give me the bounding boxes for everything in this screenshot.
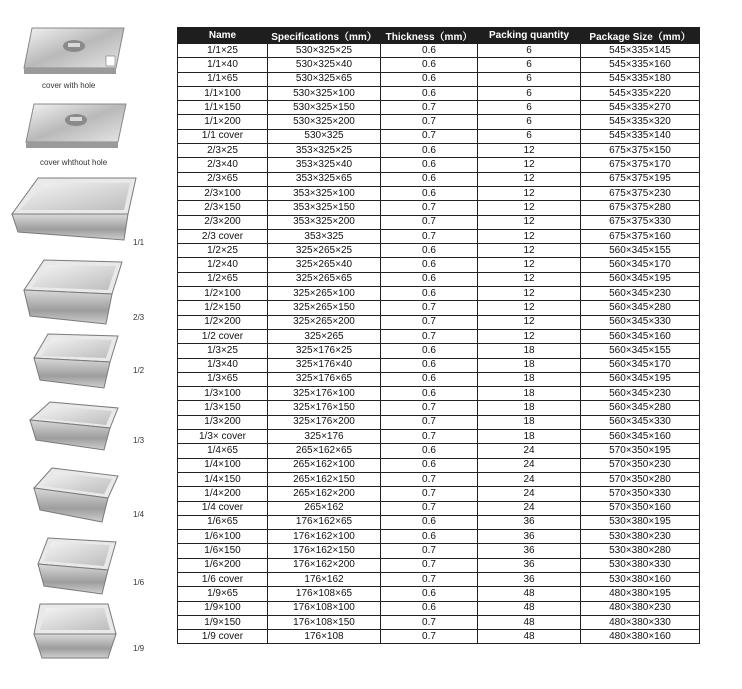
table-row (178, 287, 700, 301)
cell-packing-quantity: 6 (478, 72, 581, 86)
cell-packing-quantity: 36 (478, 558, 581, 572)
cell-package-size: 545×335×270 (581, 101, 700, 115)
cell-specifications: 325×176×200 (268, 415, 381, 429)
caption-cover-without-hole: cover whthout hole (40, 158, 108, 167)
size-label-1-2: 1/2 (133, 366, 145, 375)
header-thickness: Thickness（mm） (381, 28, 478, 44)
table-row (178, 630, 700, 644)
cell-thickness: 0.6 (381, 244, 478, 258)
header-packing-quantity: Packing quantity (478, 28, 581, 44)
table-row (178, 115, 700, 129)
table-row (178, 572, 700, 586)
cell-specifications: 176×108×150 (268, 615, 381, 629)
cell-packing-quantity: 12 (478, 215, 581, 229)
cell-specifications: 353×325×25 (268, 144, 381, 158)
cell-package-size: 545×335×180 (581, 72, 700, 86)
cell-packing-quantity: 18 (478, 415, 581, 429)
cell-package-size: 480×380×160 (581, 630, 700, 644)
table-row (178, 415, 700, 429)
cell-name: 2/3×150 (178, 201, 268, 215)
table-row (178, 372, 700, 386)
table-row (178, 344, 700, 358)
cell-name: 1/2×200 (178, 315, 268, 329)
size-label-1-9: 1/9 (133, 644, 145, 653)
pan-1-1-image (8, 174, 140, 248)
cell-specifications: 325×265×25 (268, 244, 381, 258)
cell-package-size: 545×335×160 (581, 58, 700, 72)
cell-thickness: 0.7 (381, 215, 478, 229)
cell-packing-quantity: 6 (478, 115, 581, 129)
cell-thickness: 0.7 (381, 115, 478, 129)
cell-thickness: 0.7 (381, 415, 478, 429)
cell-specifications: 265×162×150 (268, 472, 381, 486)
cell-package-size: 545×335×320 (581, 115, 700, 129)
cell-thickness: 0.6 (381, 44, 478, 58)
cover-with-hole-image (20, 22, 130, 80)
cell-specifications: 176×108×100 (268, 601, 381, 615)
cell-package-size: 570×350×330 (581, 487, 700, 501)
cell-thickness: 0.6 (381, 601, 478, 615)
table-row (178, 158, 700, 172)
cell-package-size: 480×380×230 (581, 601, 700, 615)
cell-package-size: 560×345×195 (581, 272, 700, 286)
cell-packing-quantity: 18 (478, 344, 581, 358)
cell-thickness: 0.7 (381, 487, 478, 501)
cell-specifications: 353×325×65 (268, 172, 381, 186)
cell-specifications: 353×325×150 (268, 201, 381, 215)
cell-packing-quantity: 12 (478, 172, 581, 186)
table-row (178, 430, 700, 444)
cell-specifications: 325×265×40 (268, 258, 381, 272)
cell-name: 1/6×150 (178, 544, 268, 558)
table-row (178, 558, 700, 572)
pan-1-6-image (34, 534, 120, 598)
table-row (178, 358, 700, 372)
cell-thickness: 0.7 (381, 101, 478, 115)
table-row (178, 544, 700, 558)
cell-name: 1/2×40 (178, 258, 268, 272)
cell-name: 1/4 cover (178, 501, 268, 515)
cell-specifications: 325×176×25 (268, 344, 381, 358)
table-header-row (178, 28, 700, 44)
cell-packing-quantity: 18 (478, 401, 581, 415)
cell-package-size: 530×380×280 (581, 544, 700, 558)
pan-1-2-image (30, 330, 122, 392)
table-row (178, 86, 700, 100)
cell-packing-quantity: 36 (478, 530, 581, 544)
table-row (178, 601, 700, 615)
cell-specifications: 530×325×40 (268, 58, 381, 72)
cell-thickness: 0.6 (381, 530, 478, 544)
cell-specifications: 176×162×200 (268, 558, 381, 572)
cell-package-size: 560×345×155 (581, 244, 700, 258)
cell-package-size: 675×375×170 (581, 158, 700, 172)
table-row (178, 329, 700, 343)
cell-package-size: 570×350×230 (581, 458, 700, 472)
cell-name: 1/1 cover (178, 129, 268, 143)
cell-packing-quantity: 12 (478, 186, 581, 200)
cell-name: 1/3×150 (178, 401, 268, 415)
cell-package-size: 675×375×330 (581, 215, 700, 229)
cell-package-size: 480×380×330 (581, 615, 700, 629)
cell-packing-quantity: 18 (478, 387, 581, 401)
cell-package-size: 560×345×170 (581, 358, 700, 372)
cell-package-size: 570×350×195 (581, 444, 700, 458)
cell-name: 1/2 cover (178, 329, 268, 343)
header-name: Name (178, 28, 268, 44)
caption-cover-with-hole: cover with hole (42, 81, 96, 90)
cell-packing-quantity: 48 (478, 587, 581, 601)
cell-name: 1/1×65 (178, 72, 268, 86)
cell-packing-quantity: 24 (478, 472, 581, 486)
cell-package-size: 530×380×160 (581, 572, 700, 586)
cell-name: 1/6×65 (178, 515, 268, 529)
cell-name: 1/1×150 (178, 101, 268, 115)
cell-specifications: 353×325×100 (268, 186, 381, 200)
cell-thickness: 0.6 (381, 444, 478, 458)
table-row (178, 487, 700, 501)
pan-1-4-image (30, 464, 122, 526)
cell-name: 1/6×100 (178, 530, 268, 544)
cell-thickness: 0.7 (381, 201, 478, 215)
cell-specifications: 176×108 (268, 630, 381, 644)
table-row (178, 72, 700, 86)
pan-1-9-image (30, 600, 120, 662)
cell-specifications: 530×325×150 (268, 101, 381, 115)
table-row (178, 201, 700, 215)
cell-specifications: 530×325×100 (268, 86, 381, 100)
cell-name: 1/6 cover (178, 572, 268, 586)
table-row (178, 258, 700, 272)
cell-name: 2/3×200 (178, 215, 268, 229)
cell-name: 2/3×25 (178, 144, 268, 158)
cell-specifications: 353×325×40 (268, 158, 381, 172)
table-row (178, 144, 700, 158)
cell-name: 2/3 cover (178, 229, 268, 243)
cell-packing-quantity: 12 (478, 158, 581, 172)
cell-name: 1/9×65 (178, 587, 268, 601)
cell-package-size: 675×375×195 (581, 172, 700, 186)
cell-package-size: 675×375×160 (581, 229, 700, 243)
cell-packing-quantity: 6 (478, 129, 581, 143)
table-row (178, 401, 700, 415)
cell-specifications: 325×176 (268, 430, 381, 444)
cell-thickness: 0.6 (381, 344, 478, 358)
cell-packing-quantity: 12 (478, 287, 581, 301)
cell-packing-quantity: 12 (478, 244, 581, 258)
cell-thickness: 0.6 (381, 387, 478, 401)
cell-specifications: 325×265×150 (268, 301, 381, 315)
cell-package-size: 675×375×230 (581, 186, 700, 200)
cell-name: 1/6×200 (178, 558, 268, 572)
cell-name: 1/9×150 (178, 615, 268, 629)
cell-package-size: 570×350×160 (581, 501, 700, 515)
cell-specifications: 325×176×150 (268, 401, 381, 415)
cell-name: 1/4×65 (178, 444, 268, 458)
table-row (178, 301, 700, 315)
table-row (178, 215, 700, 229)
cell-packing-quantity: 12 (478, 301, 581, 315)
cell-specifications: 325×265×200 (268, 315, 381, 329)
cell-thickness: 0.7 (381, 315, 478, 329)
cell-package-size: 560×345×160 (581, 430, 700, 444)
cell-specifications: 325×265×65 (268, 272, 381, 286)
cell-package-size: 545×335×220 (581, 86, 700, 100)
cell-specifications: 325×176×65 (268, 372, 381, 386)
cell-package-size: 545×335×140 (581, 129, 700, 143)
cell-name: 2/3×40 (178, 158, 268, 172)
cell-thickness: 0.6 (381, 158, 478, 172)
cell-name: 1/2×100 (178, 287, 268, 301)
cell-specifications: 176×162×150 (268, 544, 381, 558)
cell-specifications: 530×325 (268, 129, 381, 143)
cell-name: 2/3×100 (178, 186, 268, 200)
cell-name: 2/3×65 (178, 172, 268, 186)
cell-thickness: 0.7 (381, 129, 478, 143)
cell-specifications: 325×176×40 (268, 358, 381, 372)
size-label-1-3: 1/3 (133, 436, 145, 445)
cell-name: 1/1×200 (178, 115, 268, 129)
table-row (178, 387, 700, 401)
cell-specifications: 353×325 (268, 229, 381, 243)
cell-packing-quantity: 48 (478, 615, 581, 629)
pan-2-3-image (20, 256, 126, 328)
cell-packing-quantity: 6 (478, 86, 581, 100)
cell-thickness: 0.6 (381, 372, 478, 386)
cell-name: 1/1×25 (178, 44, 268, 58)
cell-thickness: 0.7 (381, 558, 478, 572)
cell-name: 1/9 cover (178, 630, 268, 644)
cell-package-size: 560×345×280 (581, 401, 700, 415)
cell-package-size: 560×345×330 (581, 415, 700, 429)
cell-name: 1/3×25 (178, 344, 268, 358)
cell-package-size: 675×375×280 (581, 201, 700, 215)
cell-name: 1/2×65 (178, 272, 268, 286)
cell-thickness: 0.6 (381, 358, 478, 372)
cell-name: 1/4×200 (178, 487, 268, 501)
cell-name: 1/4×100 (178, 458, 268, 472)
cell-package-size: 560×345×230 (581, 387, 700, 401)
cell-package-size: 545×335×145 (581, 44, 700, 58)
cell-package-size: 480×380×195 (581, 587, 700, 601)
cell-packing-quantity: 36 (478, 572, 581, 586)
cell-thickness: 0.6 (381, 72, 478, 86)
cell-name: 1/3× cover (178, 430, 268, 444)
cell-specifications: 325×265×100 (268, 287, 381, 301)
cell-specifications: 530×325×25 (268, 44, 381, 58)
cell-packing-quantity: 18 (478, 372, 581, 386)
cell-package-size: 560×345×330 (581, 315, 700, 329)
table-row (178, 587, 700, 601)
cell-specifications: 176×162 (268, 572, 381, 586)
table-row (178, 186, 700, 200)
cell-name: 1/2×25 (178, 244, 268, 258)
cell-packing-quantity: 24 (478, 458, 581, 472)
cell-thickness: 0.6 (381, 258, 478, 272)
table-row (178, 315, 700, 329)
size-label-1-1: 1/1 (133, 238, 145, 247)
cell-thickness: 0.7 (381, 301, 478, 315)
table-row (178, 458, 700, 472)
cell-package-size: 560×345×155 (581, 344, 700, 358)
specification-table (177, 27, 700, 644)
table-row (178, 58, 700, 72)
cell-package-size: 570×350×280 (581, 472, 700, 486)
cell-thickness: 0.6 (381, 186, 478, 200)
cell-thickness: 0.6 (381, 172, 478, 186)
table-row (178, 172, 700, 186)
header-specifications: Specifications（mm） (268, 28, 381, 44)
cell-name: 1/1×100 (178, 86, 268, 100)
header-package-size: Package Size（mm） (581, 28, 700, 44)
cell-packing-quantity: 12 (478, 201, 581, 215)
cell-packing-quantity: 12 (478, 229, 581, 243)
cell-packing-quantity: 36 (478, 544, 581, 558)
table-row (178, 615, 700, 629)
cell-package-size: 560×345×280 (581, 301, 700, 315)
cell-thickness: 0.6 (381, 287, 478, 301)
cell-thickness: 0.7 (381, 615, 478, 629)
cell-specifications: 176×162×65 (268, 515, 381, 529)
cell-thickness: 0.7 (381, 329, 478, 343)
table-row (178, 101, 700, 115)
cell-specifications: 176×162×100 (268, 530, 381, 544)
cell-packing-quantity: 18 (478, 430, 581, 444)
cell-packing-quantity: 36 (478, 515, 581, 529)
cell-packing-quantity: 12 (478, 144, 581, 158)
cell-thickness: 0.6 (381, 58, 478, 72)
cell-name: 1/3×100 (178, 387, 268, 401)
size-label-1-6: 1/6 (133, 578, 145, 587)
cell-name: 1/3×65 (178, 372, 268, 386)
table-row (178, 229, 700, 243)
cell-name: 1/3×40 (178, 358, 268, 372)
cell-packing-quantity: 12 (478, 329, 581, 343)
cell-thickness: 0.6 (381, 144, 478, 158)
cell-thickness: 0.7 (381, 572, 478, 586)
cell-packing-quantity: 24 (478, 444, 581, 458)
cell-specifications: 530×325×65 (268, 72, 381, 86)
cell-specifications: 265×162×65 (268, 444, 381, 458)
cell-thickness: 0.7 (381, 229, 478, 243)
cell-packing-quantity: 48 (478, 630, 581, 644)
cell-name: 1/4×150 (178, 472, 268, 486)
size-label-2-3: 2/3 (133, 313, 145, 322)
cell-packing-quantity: 6 (478, 101, 581, 115)
cell-packing-quantity: 24 (478, 501, 581, 515)
cell-name: 1/9×100 (178, 601, 268, 615)
cell-packing-quantity: 18 (478, 358, 581, 372)
cell-thickness: 0.6 (381, 587, 478, 601)
cell-thickness: 0.7 (381, 401, 478, 415)
cell-package-size: 530×380×230 (581, 530, 700, 544)
table-row (178, 44, 700, 58)
cover-without-hole-image (22, 98, 132, 156)
table-row (178, 530, 700, 544)
cell-thickness: 0.7 (381, 630, 478, 644)
cell-packing-quantity: 48 (478, 601, 581, 615)
cell-specifications: 325×176×100 (268, 387, 381, 401)
cell-specifications: 265×162×200 (268, 487, 381, 501)
cell-thickness: 0.6 (381, 515, 478, 529)
table-row (178, 501, 700, 515)
cell-thickness: 0.6 (381, 86, 478, 100)
cell-thickness: 0.6 (381, 272, 478, 286)
cell-thickness: 0.7 (381, 544, 478, 558)
table-row (178, 515, 700, 529)
cell-package-size: 560×345×230 (581, 287, 700, 301)
table-row (178, 244, 700, 258)
cell-thickness: 0.7 (381, 472, 478, 486)
cell-packing-quantity: 12 (478, 272, 581, 286)
cell-specifications: 265×162 (268, 501, 381, 515)
size-label-1-4: 1/4 (133, 510, 145, 519)
cell-thickness: 0.7 (381, 501, 478, 515)
cell-specifications: 325×265 (268, 329, 381, 343)
cell-packing-quantity: 6 (478, 44, 581, 58)
cell-package-size: 560×345×195 (581, 372, 700, 386)
table-row (178, 472, 700, 486)
cell-packing-quantity: 6 (478, 58, 581, 72)
cell-specifications: 530×325×200 (268, 115, 381, 129)
cell-package-size: 560×345×170 (581, 258, 700, 272)
cell-packing-quantity: 12 (478, 315, 581, 329)
cell-name: 1/2×150 (178, 301, 268, 315)
cell-name: 1/3×200 (178, 415, 268, 429)
product-images-column (0, 0, 170, 689)
cell-specifications: 353×325×200 (268, 215, 381, 229)
cell-packing-quantity: 12 (478, 258, 581, 272)
table-row (178, 129, 700, 143)
cell-name: 1/1×40 (178, 58, 268, 72)
cell-package-size: 560×345×160 (581, 329, 700, 343)
cell-specifications: 176×108×65 (268, 587, 381, 601)
table-row (178, 444, 700, 458)
cell-packing-quantity: 24 (478, 487, 581, 501)
pan-1-3-image (26, 398, 122, 454)
cell-package-size: 530×380×330 (581, 558, 700, 572)
cell-specifications: 265×162×100 (268, 458, 381, 472)
cell-thickness: 0.7 (381, 430, 478, 444)
cell-thickness: 0.6 (381, 458, 478, 472)
cell-package-size: 530×380×195 (581, 515, 700, 529)
cell-package-size: 675×375×150 (581, 144, 700, 158)
table-row (178, 272, 700, 286)
